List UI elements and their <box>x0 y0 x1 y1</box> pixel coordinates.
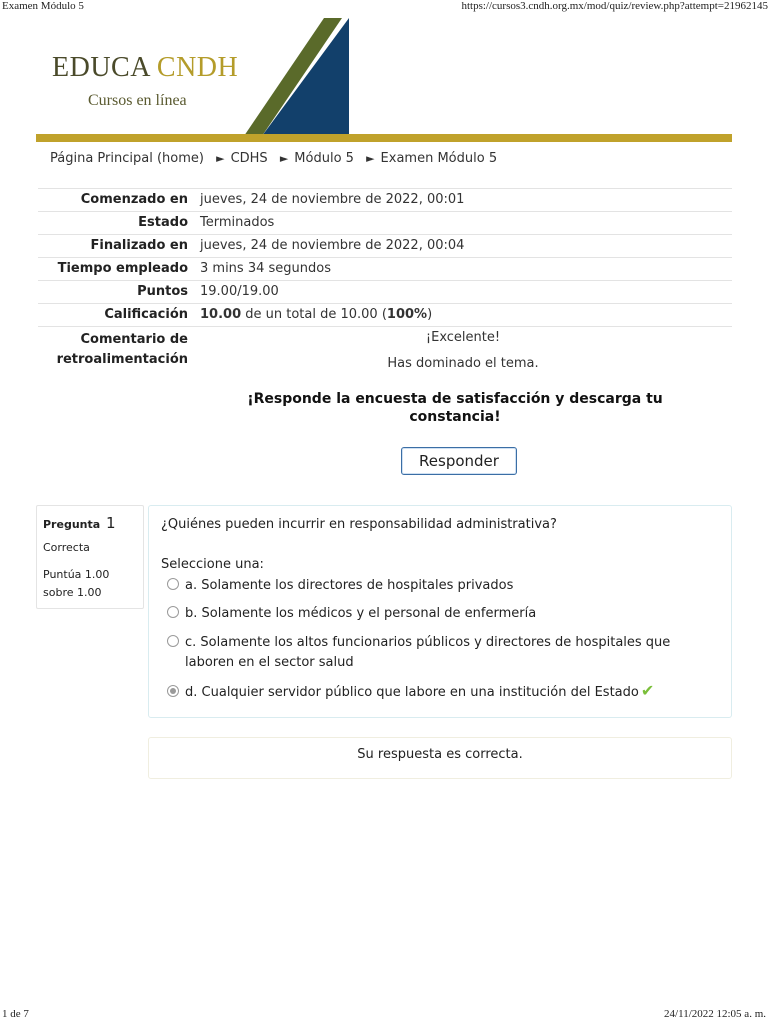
summary-row-grade <box>38 304 732 327</box>
breadcrumb-separator: ► <box>216 152 225 165</box>
correct-check-icon: ✔ <box>640 681 655 700</box>
grade-percent: 100% <box>386 307 428 322</box>
answer-letter: b. <box>185 606 198 621</box>
summary-value: Terminados <box>194 212 732 235</box>
radio-button-selected[interactable] <box>167 685 179 697</box>
question-grade: Puntúa 1.00 sobre 1.00 <box>43 568 110 599</box>
answer-prompt: Seleccione una: <box>161 557 264 572</box>
brand-cndh: CNDH <box>156 52 239 83</box>
summary-row-points <box>38 281 732 304</box>
overall-feedback <box>194 327 732 386</box>
print-footer <box>0 1008 768 1024</box>
answer-text: Solamente los altos funcionarios públicos y directores de hospitales que <box>200 635 671 650</box>
summary-value: 19.00/19.00 <box>194 281 732 304</box>
answer-text: Solamente los médicos y el personal de enfermería <box>201 606 537 621</box>
breadcrumb-separator: ► <box>366 152 375 165</box>
question-text: ¿Quiénes pueden incurrir en responsabilidad administrativa? <box>161 517 557 532</box>
breadcrumb-separator: ► <box>279 152 289 165</box>
question-number <box>43 514 116 532</box>
brand-educa: EDUCA <box>52 52 150 83</box>
summary-row-finished <box>38 235 732 258</box>
summary-grade-value <box>194 304 732 327</box>
print-page-url: https://cursos3.cndh.org.mx/mod/quiz/review.php?attempt=21962145 <box>461 0 768 12</box>
summary-label: Estado <box>38 212 194 235</box>
feedback-line-2: Has dominado el tema. <box>387 356 539 371</box>
answer-option-d[interactable] <box>167 681 707 703</box>
summary-row-feedback <box>38 327 732 386</box>
summary-label: Puntos <box>38 281 194 304</box>
breadcrumb <box>50 151 497 166</box>
summary-value: 3 mins 34 segundos <box>194 258 732 281</box>
banner-gold-bar <box>36 134 732 142</box>
radio-button[interactable] <box>167 635 179 647</box>
responder-button[interactable]: Responder <box>401 447 517 475</box>
summary-label: Comentario de retroalimentación <box>38 327 194 386</box>
answer-text-continued: laboren en el sector salud <box>185 655 354 670</box>
summary-label: Comenzado en <box>38 189 194 212</box>
radio-button[interactable] <box>167 606 179 618</box>
answer-text: Cualquier servidor público que labore en una institución del Estado <box>201 685 639 700</box>
summary-row-started <box>38 189 732 212</box>
grade-total: de un total de 10.00 ( <box>241 307 387 322</box>
radio-button[interactable] <box>167 578 179 590</box>
summary-value: jueves, 24 de noviembre de 2022, 00:01 <box>194 189 732 212</box>
site-banner <box>36 16 732 143</box>
answer-letter: a. <box>185 578 198 593</box>
site-logo[interactable] <box>52 52 238 84</box>
banner-graphic <box>244 16 354 136</box>
breadcrumb-modulo5[interactable]: Módulo 5 <box>294 151 354 166</box>
summary-row-time <box>38 258 732 281</box>
question-number-value: 1 <box>106 514 116 532</box>
feedback-line-1: ¡Excelente! <box>425 330 501 345</box>
question-label: Pregunta <box>43 518 101 531</box>
print-header <box>0 0 768 14</box>
attempt-summary-table <box>38 188 732 385</box>
answer-option-c[interactable] <box>167 633 707 673</box>
question-state: Correcta <box>43 541 90 554</box>
summary-value: jueves, 24 de noviembre de 2022, 00:04 <box>194 235 732 258</box>
breadcrumb-home[interactable]: Página Principal (home) <box>50 151 204 166</box>
summary-label: Calificación <box>38 304 194 327</box>
answer-text: Solamente los directores de hospitales privados <box>201 578 514 593</box>
question-info <box>36 505 144 609</box>
question-content <box>148 505 732 718</box>
print-page-title: Examen Módulo 5 <box>2 0 84 12</box>
survey-message: ¡Responde la encuesta de satisfacción y descarga tu constancia! <box>247 391 663 425</box>
answer-letter: d. <box>185 685 198 700</box>
question-outcome: Su respuesta es correcta. <box>148 737 732 779</box>
print-page-number: 1 de 7 <box>2 1008 29 1020</box>
answer-option-b[interactable] <box>167 604 707 624</box>
breadcrumb-examen[interactable]: Examen Módulo 5 <box>380 151 498 166</box>
grade-close: ) <box>427 307 433 322</box>
summary-label: Tiempo empleado <box>38 258 194 281</box>
site-tagline: Cursos en línea <box>88 92 187 109</box>
answer-option-a[interactable] <box>167 576 707 596</box>
summary-label: Finalizado en <box>38 235 194 258</box>
answer-letter: c. <box>185 635 197 650</box>
navy-triangle <box>262 18 349 136</box>
grade-score: 10.00 <box>200 307 242 322</box>
summary-row-state <box>38 212 732 235</box>
breadcrumb-cdhs[interactable]: CDHS <box>230 151 268 166</box>
print-datetime: 24/11/2022 12:05 a. m. <box>664 1008 766 1020</box>
